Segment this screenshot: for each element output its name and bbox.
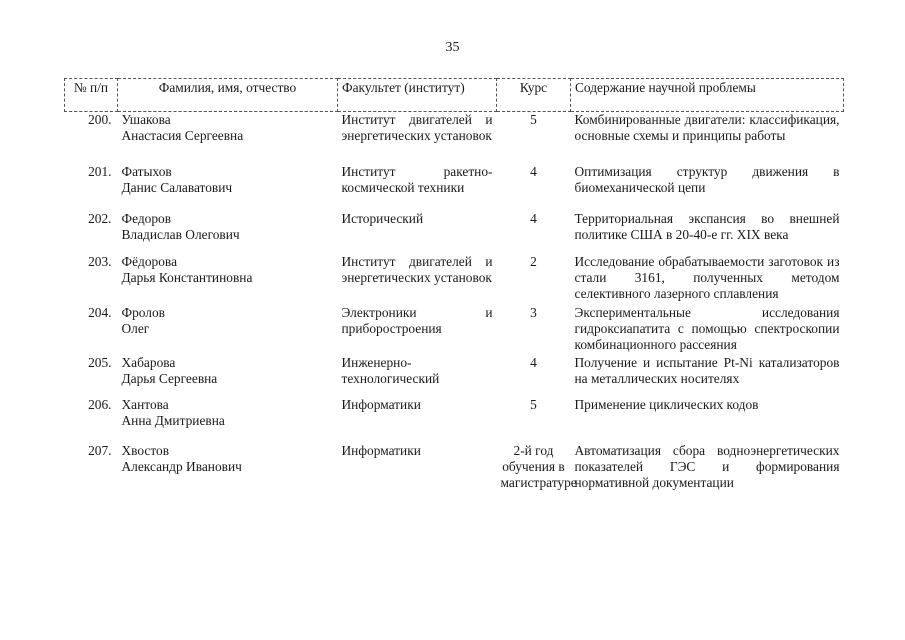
row-faculty: Информатики — [341, 397, 421, 412]
row-given-name: Анастасия Сергеевна — [121, 128, 244, 143]
page-number: 35 — [445, 40, 460, 55]
table-body — [65, 112, 844, 534]
row-topic: Исследование обрабатываемости заготовок из стали 3161, полученных методом селективного лазерного сплавления — [574, 254, 840, 301]
row-num: 200. — [88, 112, 112, 127]
table-row — [65, 112, 844, 165]
table-row — [65, 355, 844, 397]
row-surname: Фёдорова — [121, 254, 178, 269]
row-course: 3 — [530, 305, 537, 320]
row-faculty: Институт двигателей и энергетических установок — [341, 112, 493, 143]
row-fio — [118, 397, 338, 443]
row-num: 207. — [88, 443, 112, 458]
row-num: 202. — [88, 211, 112, 226]
table-row — [65, 443, 844, 533]
header-fio: Фамилия, имя, отчество — [118, 79, 338, 112]
row-num: 205. — [88, 355, 112, 370]
table-header-row — [65, 79, 844, 112]
row-faculty: Исторический — [341, 211, 424, 226]
row-course: 4 — [530, 355, 537, 370]
row-surname: Хабарова — [121, 355, 176, 370]
row-faculty: Информатики — [341, 443, 421, 458]
row-fio — [118, 211, 338, 254]
row-fio — [118, 112, 338, 165]
row-fio — [118, 305, 338, 355]
row-faculty: Институт ракетно-космической техники — [341, 164, 493, 195]
row-surname: Ушакова — [121, 112, 171, 127]
row-given-name: Олег — [121, 321, 150, 336]
header-faculty: Факультет (институт) — [338, 79, 497, 112]
row-faculty: Электроники и приборостроения — [341, 305, 493, 336]
table-row — [65, 254, 844, 305]
row-given-name: Анна Дмитриевна — [121, 413, 225, 428]
header-num: № п/п — [65, 79, 118, 112]
row-course: 5 — [530, 112, 537, 127]
row-surname: Хвостов — [121, 443, 170, 458]
row-given-name: Владислав Олегович — [121, 227, 240, 242]
row-topic: Применение циклических кодов — [574, 397, 759, 412]
row-num: 204. — [88, 305, 112, 320]
row-surname: Фатыхов — [121, 164, 172, 179]
row-num: 206. — [88, 397, 112, 412]
row-topic: Автоматизация сбора водноэнергетических показателей ГЭС и формирования нормативной документации — [574, 443, 840, 490]
row-surname: Федоров — [121, 211, 172, 226]
row-course: 5 — [530, 397, 537, 412]
row-topic: Комбинированные двигатели: классификация, основные схемы и принципы работы — [574, 112, 840, 143]
row-num: 203. — [88, 254, 112, 269]
row-fio — [118, 254, 338, 305]
row-given-name: Данис Салаватович — [121, 180, 233, 195]
row-topic: Оптимизация структур движения в биомеханической цепи — [574, 164, 840, 195]
row-faculty: Инженерно-технологический — [341, 355, 440, 386]
table-row — [65, 211, 844, 254]
row-given-name: Дарья Константиновна — [121, 270, 253, 285]
row-topic: Территориальная экспансия во внешней политике США в 20-40-е гг. XIX века — [574, 211, 840, 242]
row-course: 2 — [530, 254, 537, 269]
row-course: 2-й год обучения в магистратуре — [500, 443, 577, 490]
row-fio — [118, 443, 338, 533]
row-surname: Фролов — [121, 305, 165, 320]
table-row — [65, 397, 844, 443]
row-course: 4 — [530, 164, 537, 179]
table-row — [65, 305, 844, 355]
row-topic: Получение и испытание Pt-Ni катализаторов на металлических носителях — [574, 355, 840, 386]
row-given-name: Дарья Сергеевна — [121, 371, 218, 386]
table-row — [65, 164, 844, 211]
header-course: Курс — [497, 79, 571, 112]
row-topic: Экспериментальные исследования гидроксиапатита с помощью спектроскопии комбинационного рассеяния — [574, 305, 840, 352]
row-surname: Хантова — [121, 397, 169, 412]
row-course: 4 — [530, 211, 537, 226]
row-given-name: Александр Иванович — [121, 459, 242, 474]
header-topic: Содержание научной проблемы — [571, 79, 844, 112]
row-num: 201. — [88, 164, 112, 179]
students-table — [64, 78, 844, 533]
row-faculty: Институт двигателей и энергетических установок — [341, 254, 493, 285]
row-fio — [118, 355, 338, 397]
row-fio — [118, 164, 338, 211]
